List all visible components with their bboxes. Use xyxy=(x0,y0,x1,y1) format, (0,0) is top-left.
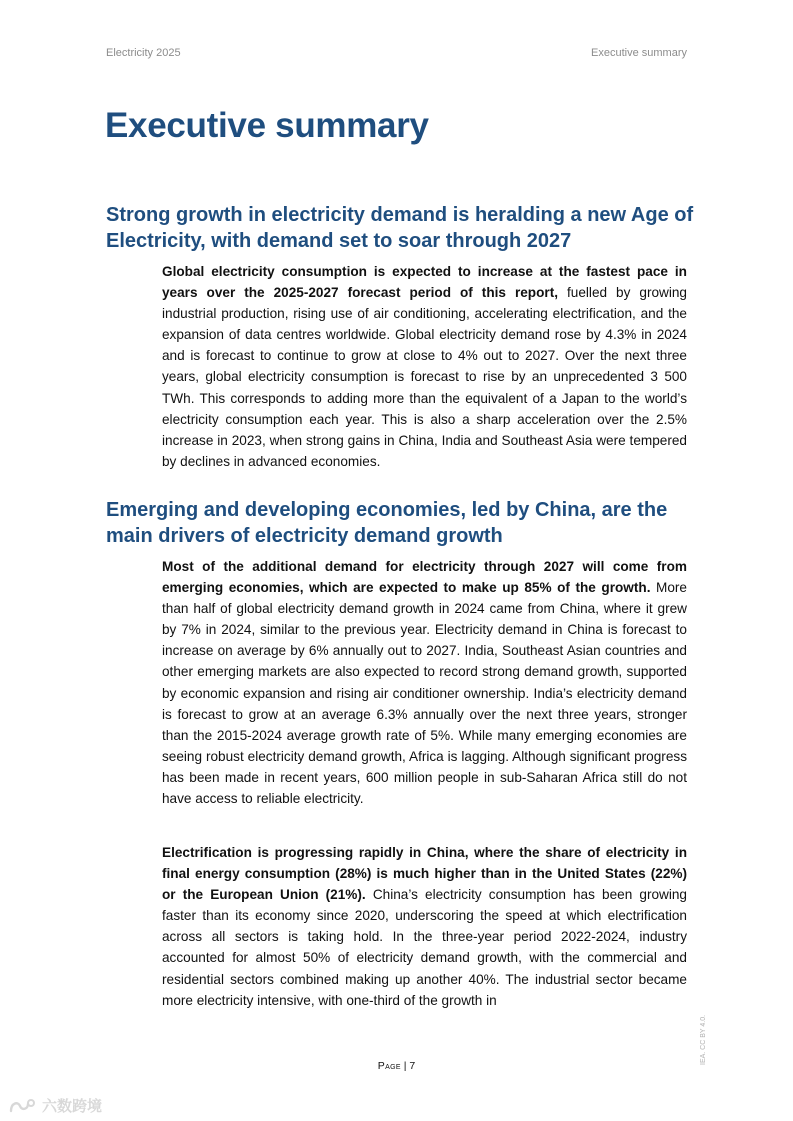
license-notice: IEA. CC BY 4.0. xyxy=(700,1014,707,1065)
section-heading-emerging-economies: Emerging and developing economies, led by China, are the main drivers of electricity demand growth xyxy=(106,499,668,547)
watermark-text: 六数跨境 xyxy=(42,1097,103,1115)
section-heading-demand-growth: Strong growth in electricity demand is heralding a new Age of Electricity, with demand set to soar through 2027 xyxy=(106,204,694,252)
paragraph-china-electrification xyxy=(162,842,687,1011)
paragraph-emerging-demand xyxy=(162,556,687,809)
paragraph-global-consumption xyxy=(162,261,687,472)
running-header-right: Executive summary xyxy=(591,47,687,59)
paragraph-body: China’s electricity consumption has been growing faster than its economy since 2020, underscoring the speed at which electrification across all sectors is taking hold. In the three-year period 2022-2024, industry accounted for almost 50% of electricity demand growth, with the commercial and residential sectors combined making up another 40%. The industrial sector became more electricity intensive, with one-third of the growth in xyxy=(162,887,687,1008)
running-header-left: Electricity 2025 xyxy=(106,47,181,59)
page-footer xyxy=(0,1060,793,1072)
logo-icon xyxy=(8,1097,38,1115)
page-title: Executive summary xyxy=(105,106,429,145)
page-number: 7 xyxy=(409,1060,416,1072)
paragraph-lead-bold: Electrification is progressing rapidly in China, where the share of electricity in final energy consumption (28%) is much higher than in the United States (22%) or the European Union (21%). xyxy=(162,845,687,903)
paragraph-body: More than half of global electricity demand growth in 2024 came from China, where it grew by 7% in 2024, similar to the previous year. Electricity demand in China is forecast to increase on average by 6% annually out to 2027. India, Southeast Asian countries and other emerging markets are also expected to record strong demand growth, supported by economic expansion and rising air conditioner ownership. India’s electricity demand is forecast to grow at an average 6.3% annually over the next three years, stronger than the 2015-2024 average growth rate of 5%. While many emerging economies are seeing robust electricity demand growth, Africa is lagging. Although significant progress has been made in recent years, 600 million people in sub-Saharan Africa still do not have access to reliable electricity. xyxy=(162,580,687,807)
paragraph-lead-bold: Most of the additional demand for electricity through 2027 will come from emerging economies, which are expected to make up 85% of the growth. xyxy=(162,559,687,596)
page-separator: | xyxy=(400,1060,410,1072)
paragraph-body: fuelled by growing industrial production, rising use of air conditioning, accelerating electrification, and the expansion of data centres worldwide. Global electricity demand rose by 4.3% in 2024 and is forecast to continue to grow at close to 4% out to 2027. Over the next three years, global electricity consumption is forecast to rise by an unprecedented 3 500 TWh. This corresponds to adding more than the equivalent of a Japan to the world’s electricity consumption each year. This is also a sharp acceleration over the 2.5% increase in 2023, when strong gains in China, India and Southeast Asia were tempered by declines in advanced economies. xyxy=(162,285,687,469)
page-label: Page xyxy=(377,1060,401,1072)
watermark xyxy=(8,1095,102,1116)
paragraph-lead-bold: Global electricity consumption is expected to increase at the fastest pace in years over the 2025-2027 forecast period of this report, xyxy=(162,264,687,301)
